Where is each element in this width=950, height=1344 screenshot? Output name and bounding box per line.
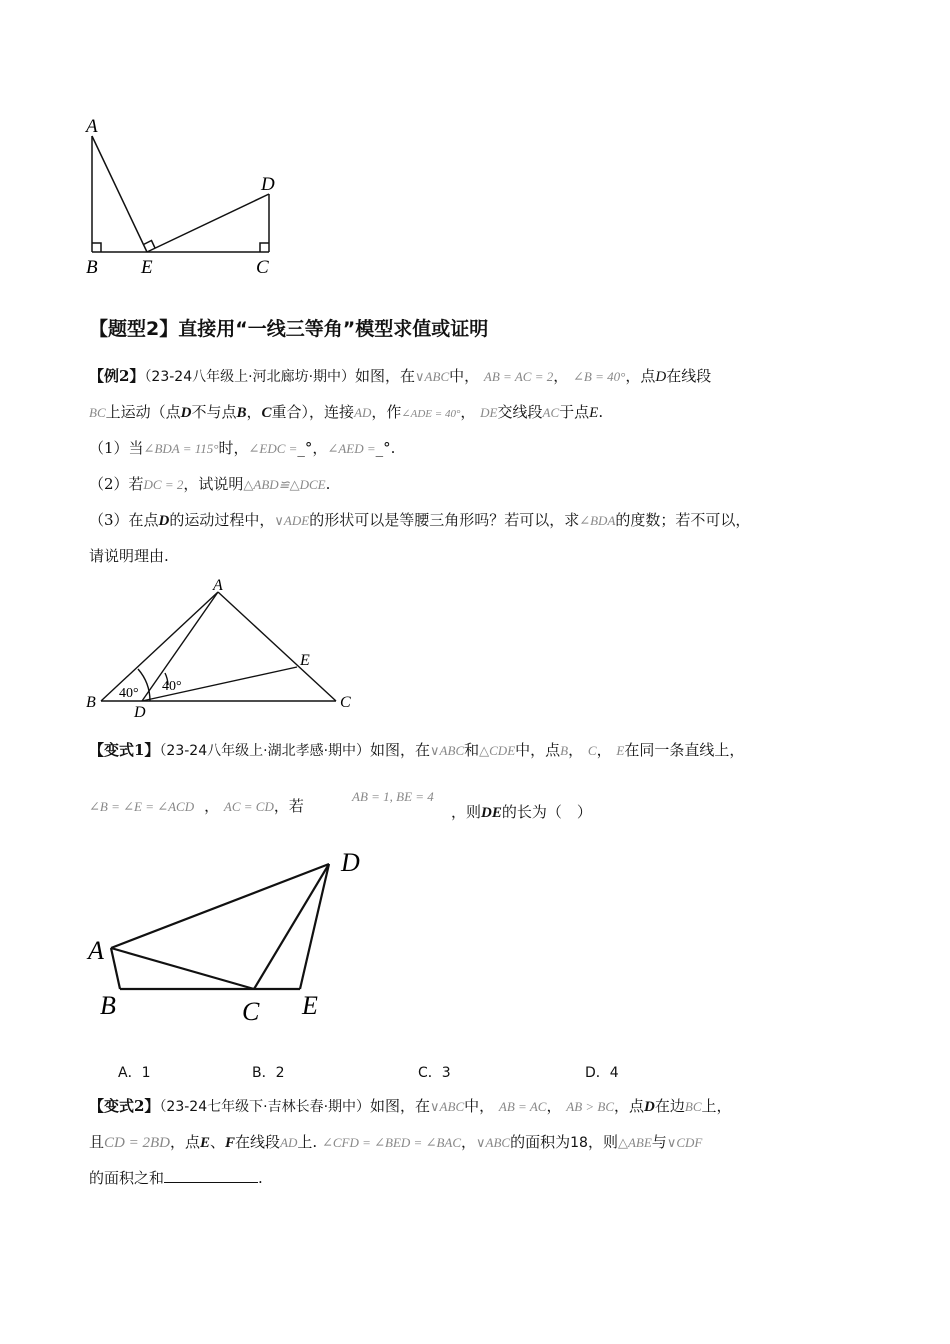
answer-blank[interactable] <box>164 1168 258 1183</box>
fig2-angle-label-d: 40° <box>162 679 182 694</box>
v2-tag: 【变式2】 <box>89 1097 160 1115</box>
fig2-arc-b <box>138 669 150 701</box>
fig1-segment-ed <box>147 194 269 252</box>
fig2-segment-ab <box>101 592 218 701</box>
fig1-label-a: A <box>86 116 98 137</box>
v1-source: （23-24八年级上·湖北孝感·期中） <box>159 743 371 759</box>
figure-3-one-line-three-angles <box>0 840 950 1040</box>
fig3-label-e: E <box>302 991 318 1020</box>
fig3-label-c: C <box>242 997 260 1026</box>
figure-2-isosceles <box>0 570 950 720</box>
fig1-segment-ae <box>92 136 147 252</box>
fig1-right-angle-b <box>92 243 101 252</box>
fig2-angle-label-b: 40° <box>119 686 139 701</box>
fig2-label-b: B <box>86 694 96 711</box>
v1-line-2: ∠B = ∠E = ∠ACD ， AC = CD，若 <box>89 797 304 815</box>
v2-line-3: 的面积之和 . <box>89 1169 263 1187</box>
section-heading: 【题型2】直接用“一线三等角”模型求值或证明 <box>89 318 489 340</box>
ex2-line-1: 【例2】（23-24八年级上·河北廊坊·期中）如图，在∨ABC中， AB = AC = 2， ∠B = 40°，点D在线段 <box>89 367 712 385</box>
fig2-label-a: A <box>213 577 223 594</box>
fig3-segment-de <box>300 864 329 989</box>
fig3-label-a: A <box>88 936 104 965</box>
v2-line-1: 【变式2】（23-24七年级下·吉林长春·期中）如图，在∨ABC中， AB = AC， AB > BC，点D在边BC上， <box>89 1097 732 1115</box>
fig1-label-d: D <box>261 174 275 195</box>
fig3-segment-cd <box>254 864 329 989</box>
ex2-line-2: BC上运动（点D不与点B，C重合），连接AD，作∠ADE = 40°， DE交线段AC于点E. <box>89 403 604 421</box>
option-d[interactable]: D．4 <box>585 1065 619 1081</box>
v2-line-2: 且CD = 2BD，点E、F在线段AD上. ∠CFD = ∠BED = ∠BAC，∨ABC的面积为18，则△ABE与∨CDF <box>89 1133 703 1151</box>
fig1-label-e: E <box>141 257 153 278</box>
fig1-label-c: C <box>256 257 269 278</box>
fig3-segment-ad <box>111 864 329 948</box>
fig1-right-angle-c <box>260 243 269 252</box>
option-b[interactable]: B．2 <box>252 1065 285 1081</box>
fig2-label-e: E <box>300 652 310 669</box>
fig2-label-d: D <box>134 704 146 720</box>
fig2-segment-ac <box>218 592 336 701</box>
fig3-segment-ac <box>111 948 254 989</box>
ex2-question-2: （2）若DC = 2，试说明△ABD≌△DCE. <box>89 475 331 493</box>
v1-line-2-formula: AB = 1, BE = 4 <box>352 789 434 804</box>
option-c[interactable]: C．3 <box>418 1065 451 1081</box>
fig3-segment-ab <box>111 948 120 989</box>
ex2-question-3: （3）在点D的运动过程中，∨ADE的形状可以是等腰三角形吗？若可以，求∠BDA的度数；若不可以， <box>89 511 751 529</box>
v1-line-1: 【变式1】（23-24八年级上·湖北孝感·期中）如图，在∨ABC和△CDE中，点B， C， E在同一条直线上， <box>89 741 745 759</box>
ex2-question-1: （1）当∠BDA = 115°时，∠EDC =_°，∠AED =_°. <box>89 439 396 457</box>
figure-1-right-angles <box>0 0 950 300</box>
v1-line-2-tail: ，则DE的长为（ ） <box>451 803 592 821</box>
ex2-tag: 【例2】 <box>89 367 145 385</box>
option-a[interactable]: A．1 <box>118 1065 151 1081</box>
ex2-source: （23-24八年级上·河北廊坊·期中） <box>144 369 356 385</box>
v1-tag: 【变式1】 <box>89 741 160 759</box>
fig3-label-d: D <box>341 848 360 877</box>
v2-source: （23-24七年级下·吉林长春·期中） <box>159 1099 371 1115</box>
fig3-label-b: B <box>100 991 116 1020</box>
fig1-label-b: B <box>86 257 98 278</box>
fig2-label-c: C <box>340 694 351 711</box>
ex2-question-3-cont: 请说明理由. <box>89 547 169 565</box>
